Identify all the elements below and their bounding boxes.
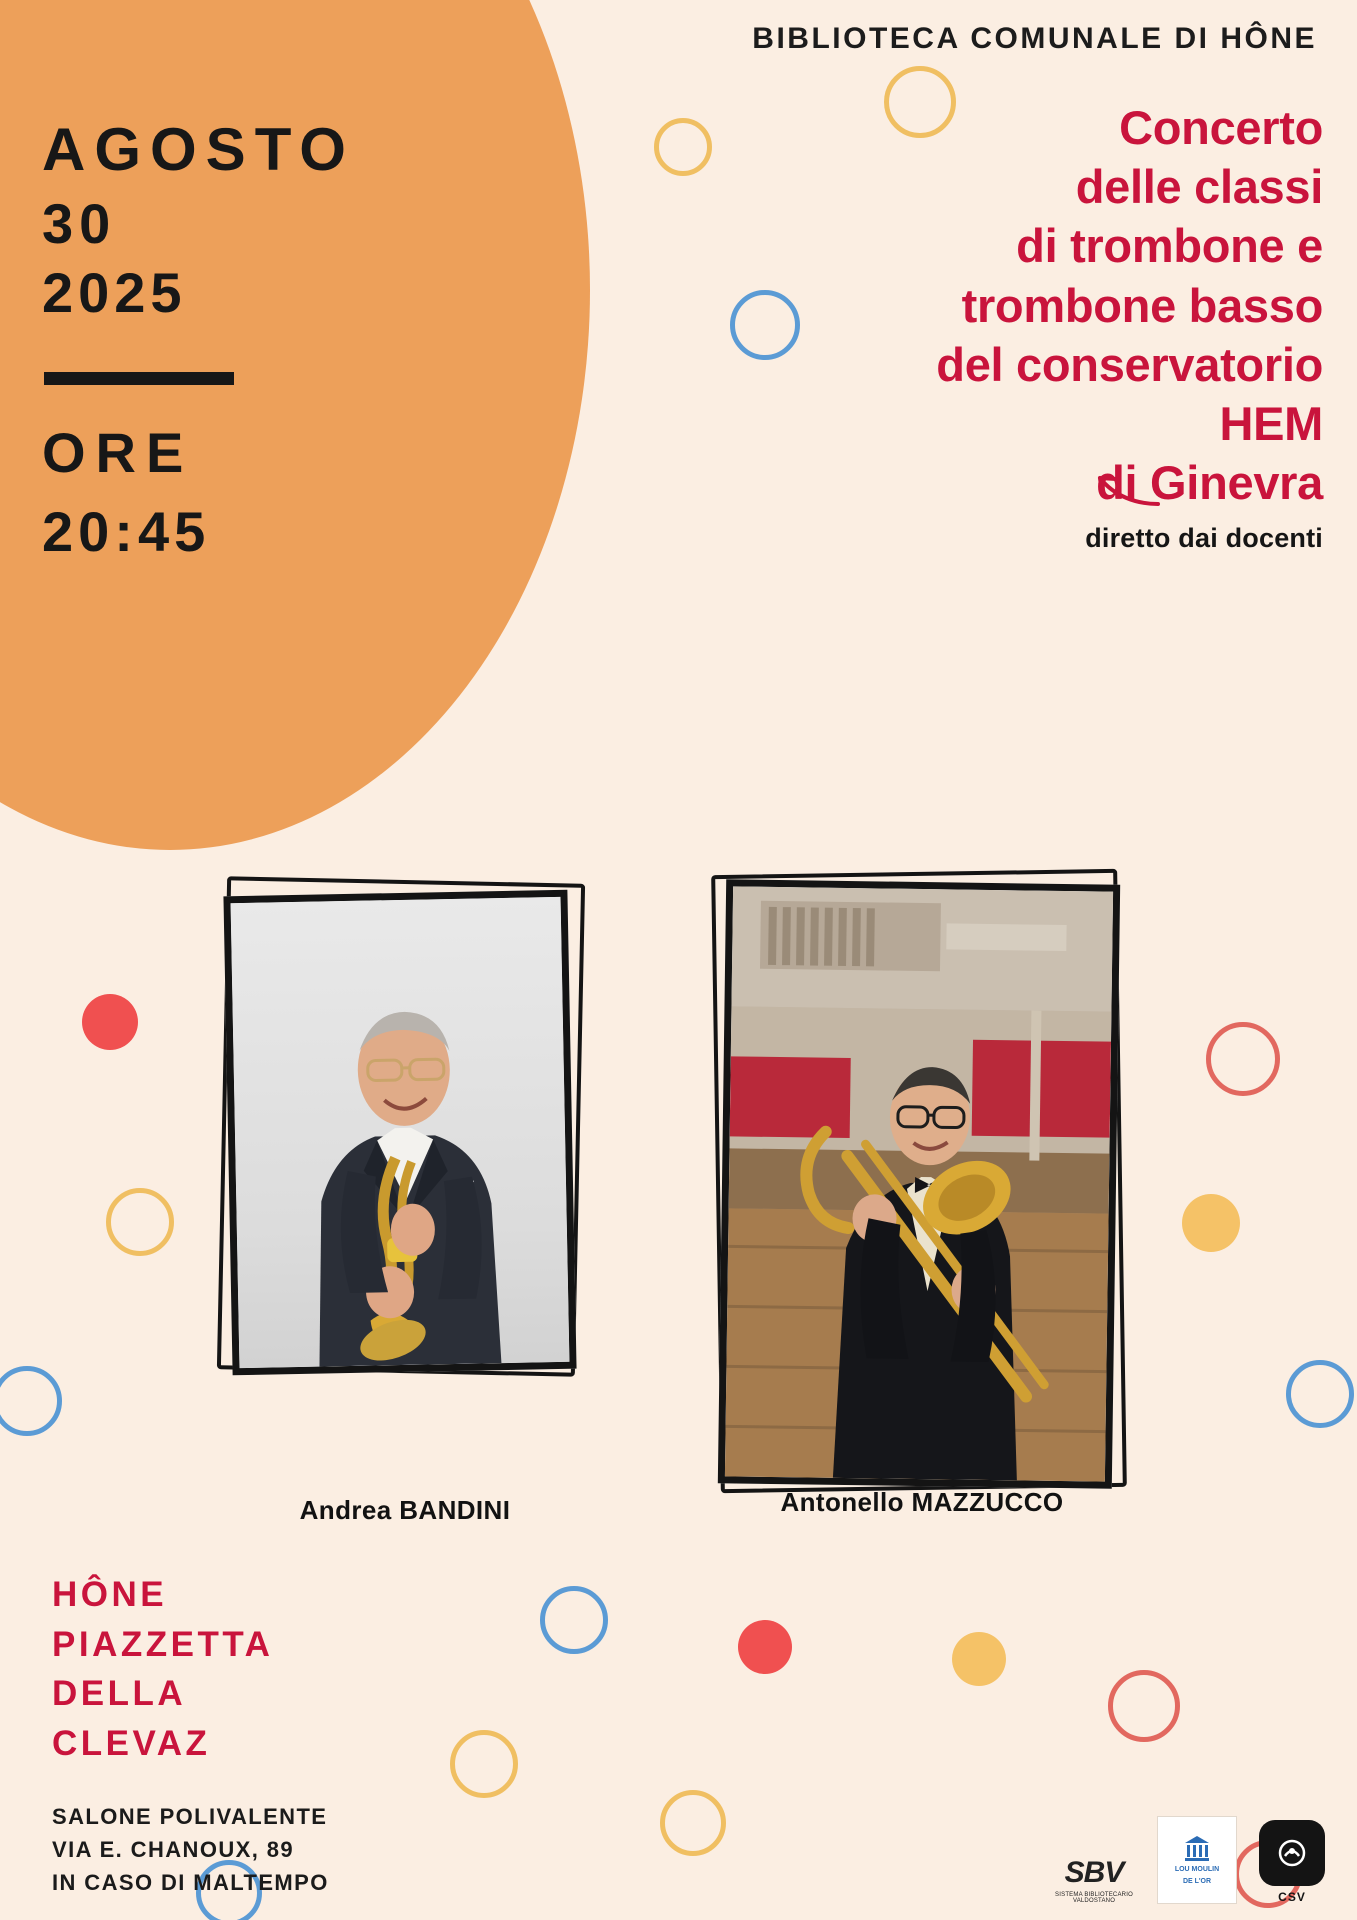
date-divider [44,372,234,385]
sbv-logo-subtext: SISTEMA BIBLIOTECARIO VALDOSTANO [1055,1892,1133,1904]
performer-photo-1 [223,890,576,1376]
sbv-logo [1049,1856,1139,1904]
event-title [743,98,1323,554]
decorative-circle-filled-yellow-2 [952,1632,1006,1686]
decorative-circle-outline-red-2 [1108,1670,1180,1742]
title-line-3: di trombone e [1016,219,1323,273]
venue-block [52,1570,273,1769]
title-line-5: del conservatorio [936,337,1323,391]
decorative-circle-outline-yellow-3 [106,1188,174,1256]
venue-line-4: CLEVAZ [52,1724,211,1764]
venue-line-3: DELLA [52,1674,187,1714]
decorative-circle-filled-red-1 [82,994,138,1050]
title-line-2: delle classi [1075,160,1323,214]
decorative-circle-outline-yellow-5 [660,1790,726,1856]
time-label: ORE [42,420,194,484]
performer-photo-2 [718,879,1120,1488]
venue-detail-2: VIA E. CHANOUX, 89 [52,1837,294,1862]
date-day: 30 [42,191,117,255]
decorative-circle-outline-blue-4 [540,1586,608,1654]
logo-row [1049,1816,1329,1904]
venue-details-block [52,1800,329,1899]
venue-line-2: PIAZZETTA [52,1624,274,1664]
time-value: 20:45 [42,500,211,564]
venue-line-1: HÔNE [52,1575,168,1614]
venue-detail-3: IN CASO DI MALTEMPO [52,1870,329,1895]
sbv-logo-text: SBV [1064,1856,1124,1889]
title-line-4: trombone basso [961,278,1323,332]
lou-moulin-line-2: DE L'OR [1182,1878,1212,1885]
decorative-circle-filled-yellow-1 [1182,1194,1240,1252]
csv-logo [1255,1820,1329,1904]
date-month: AGOSTO [42,116,355,183]
curved-arrow-icon [1092,470,1162,510]
decorative-circle-filled-red-2 [738,1620,792,1674]
library-title: BIBLIOTECA COMUNALE DI HÔNE [752,22,1317,55]
performer-2-name: Antonello MAZZUCCO [780,1487,1064,1517]
decorative-circle-outline-yellow-1 [654,118,712,176]
title-line-6: HEM [1219,397,1323,451]
title-line-1: Concerto [1119,101,1323,154]
date-block [42,118,355,570]
decorative-circle-outline-red-1 [1206,1022,1280,1096]
csv-label: CSV [1278,1890,1306,1904]
performer-1-name: Andrea BANDINI [299,1495,511,1525]
title-subtitle: diretto dai docenti [1085,522,1323,553]
lou-moulin-line-1: LOU MOULIN [1174,1866,1220,1874]
venue-detail-1: SALONE POLIVALENTE [52,1804,328,1829]
date-year: 2025 [42,260,187,324]
title-line-7: di Ginevra [1096,456,1323,510]
decorative-circle-outline-yellow-4 [450,1730,518,1798]
building-icon [1182,1833,1212,1863]
decorative-circle-outline-blue-2 [1286,1360,1354,1428]
decorative-circle-outline-blue-3 [0,1366,62,1436]
lou-moulin-logo [1157,1816,1237,1904]
csv-badge-icon [1259,1820,1325,1886]
